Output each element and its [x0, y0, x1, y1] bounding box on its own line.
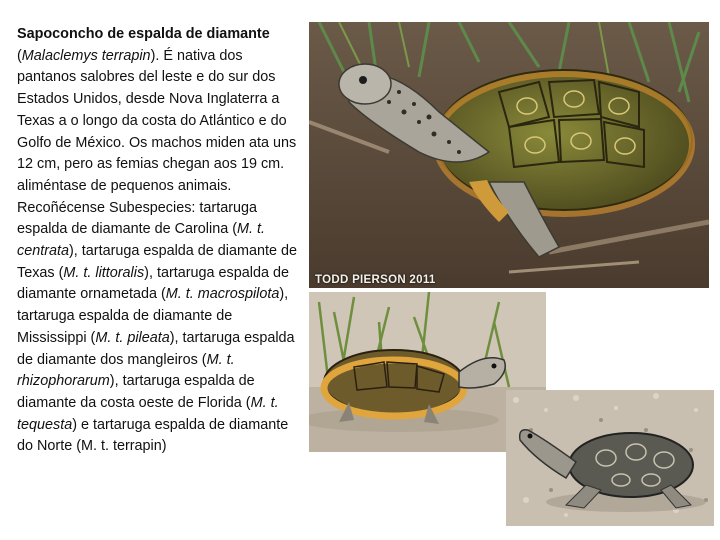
scientific-name: M. t. macrospilota	[165, 286, 280, 303]
terrapin-photo-large	[309, 22, 709, 288]
description-segment: ), tartaruga espalda de diamante da costa oeste de Florida (	[17, 373, 255, 411]
scientific-name: M. t. tequesta	[17, 394, 279, 433]
description-segment: ). É nativa dos pantanos salobres del leste e do sur dos Estados Unidos, desde Nova Inglaterra a Texas a o longo da costa do Atlántico e do Golfo de México. Os machos miden ata uns 12 cm, pero as femias chegan aos 19 cm. aliméntase de pequenos animais. Recoñécense Subespecies: tartaruga espalda de diamante de Carolina (	[17, 47, 297, 238]
scientific-name: M. t. pileata	[95, 329, 170, 346]
scientific-name: M. t. littoralis	[63, 264, 145, 281]
description-segment: ), tartaruga espalda de diamante ornametada (	[17, 264, 289, 303]
description-segment: (	[17, 47, 22, 64]
scientific-name: M. t. rhizophorarum	[17, 351, 235, 390]
photo-credit: TODD PIERSON 2011	[315, 274, 436, 286]
description-segment: ), tartaruga espalda de diamante dos mangleiros (	[17, 329, 295, 368]
description-text	[17, 24, 299, 458]
description-segment: ) e tartaruga espalda de diamante do Norte (M. t. terrapin)	[17, 416, 289, 455]
terrapin-photo-gravel	[506, 390, 714, 526]
description-body	[17, 48, 297, 455]
description-segment: ), tartaruga espalda de diamante de Mississippi (	[17, 286, 289, 346]
description-segment: ), tartaruga espalda de diamante de Texas (	[17, 243, 298, 281]
species-title: Sapoconcho de espalda de diamante	[17, 26, 270, 42]
scientific-name: M. t. centrata	[17, 221, 265, 260]
scientific-name: Malaclemys terrapin	[21, 47, 151, 64]
